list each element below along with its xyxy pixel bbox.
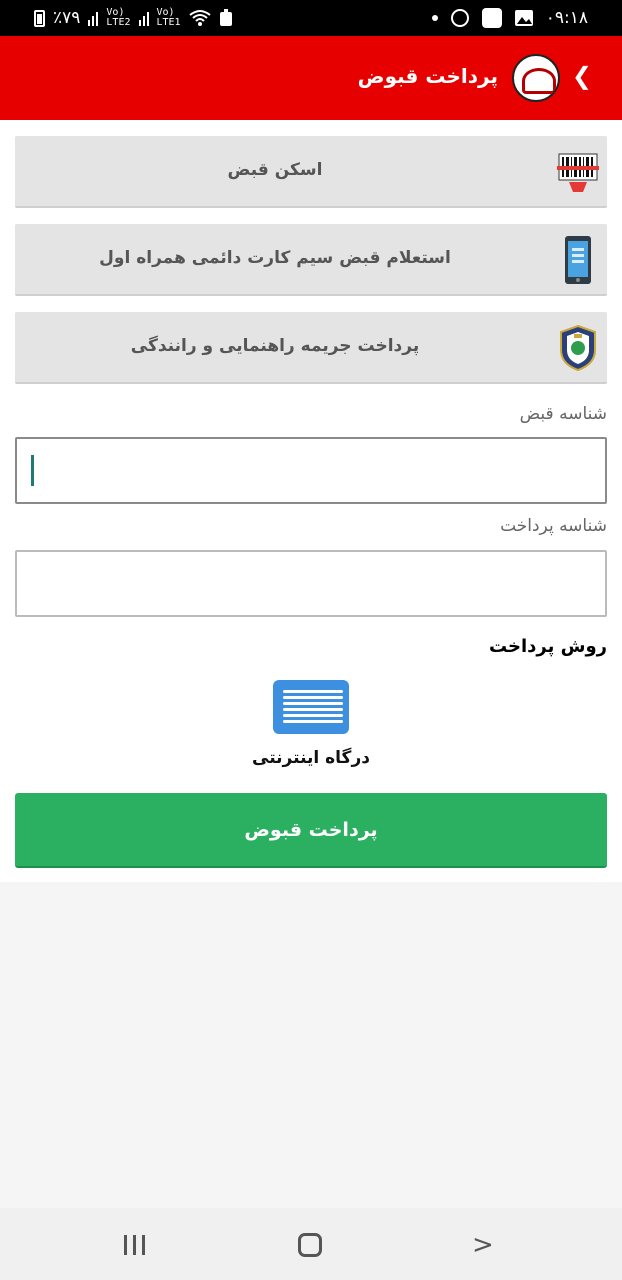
wifi-icon bbox=[189, 9, 211, 27]
traffic-fine-payment-label: پرداخت جریمه راهنمایی و رانندگی bbox=[130, 336, 420, 356]
sim2-top: Vo) bbox=[156, 7, 175, 18]
status-left bbox=[34, 8, 233, 28]
sim2-indicator bbox=[157, 8, 181, 28]
sim1-bottom: LTE2 bbox=[106, 17, 131, 28]
barcode-scanner-icon bbox=[555, 148, 601, 196]
payment-method-title: روش پرداخت bbox=[488, 636, 607, 657]
chevron-right-icon[interactable]: ❮ bbox=[571, 62, 592, 90]
bill-payment-form bbox=[0, 120, 622, 882]
internet-gateway-label[interactable]: درگاه اینترنتی bbox=[252, 748, 370, 768]
sim1-indicator bbox=[106, 8, 130, 28]
sim2-bottom: LTE1 bbox=[156, 17, 181, 28]
signal-icon bbox=[88, 10, 98, 26]
gallery-icon bbox=[514, 9, 534, 27]
app-logo-icon bbox=[512, 54, 560, 102]
clock: ۰۹:۱۸ bbox=[545, 8, 588, 28]
internet-gateway-icon[interactable] bbox=[273, 680, 349, 734]
payment-id-input[interactable] bbox=[15, 550, 607, 617]
bill-id-input[interactable] bbox=[15, 437, 607, 504]
signal-icon bbox=[139, 10, 149, 26]
mci-sim-inquiry-label: استعلام قبض سیم کارت دائمی همراه اول bbox=[99, 248, 451, 268]
home-icon[interactable] bbox=[298, 1233, 322, 1257]
pay-bills-button[interactable]: پرداخت قبوض bbox=[15, 793, 607, 868]
page-title: پرداخت قبوض bbox=[357, 64, 498, 88]
recent-apps-icon[interactable] bbox=[124, 1235, 145, 1255]
text-cursor bbox=[31, 455, 34, 486]
traffic-fine-payment-button[interactable] bbox=[15, 312, 607, 384]
system-nav-bar bbox=[0, 1208, 622, 1280]
status-bar bbox=[0, 0, 622, 36]
traffic-police-badge-icon bbox=[555, 324, 601, 372]
profile-notification-icon bbox=[482, 8, 502, 28]
status-right bbox=[432, 8, 588, 28]
app-header bbox=[0, 36, 622, 120]
mci-sim-inquiry-button[interactable] bbox=[15, 224, 607, 296]
sim1-top: Vo) bbox=[106, 7, 125, 18]
mobile-phone-icon bbox=[555, 236, 601, 284]
recycle-icon bbox=[219, 9, 233, 27]
app-notification-icon bbox=[450, 8, 470, 28]
bill-id-label: شناسه قبض bbox=[519, 404, 607, 424]
back-icon[interactable]: > bbox=[472, 1230, 494, 1260]
payment-id-label: شناسه پرداخت bbox=[500, 516, 607, 536]
battery-level: ٪۷۹ bbox=[53, 8, 81, 28]
notification-dot-icon bbox=[432, 15, 438, 21]
scan-bill-label: اسکن قبض bbox=[227, 160, 323, 180]
battery-icon bbox=[34, 10, 45, 27]
scan-bill-button[interactable] bbox=[15, 136, 607, 208]
